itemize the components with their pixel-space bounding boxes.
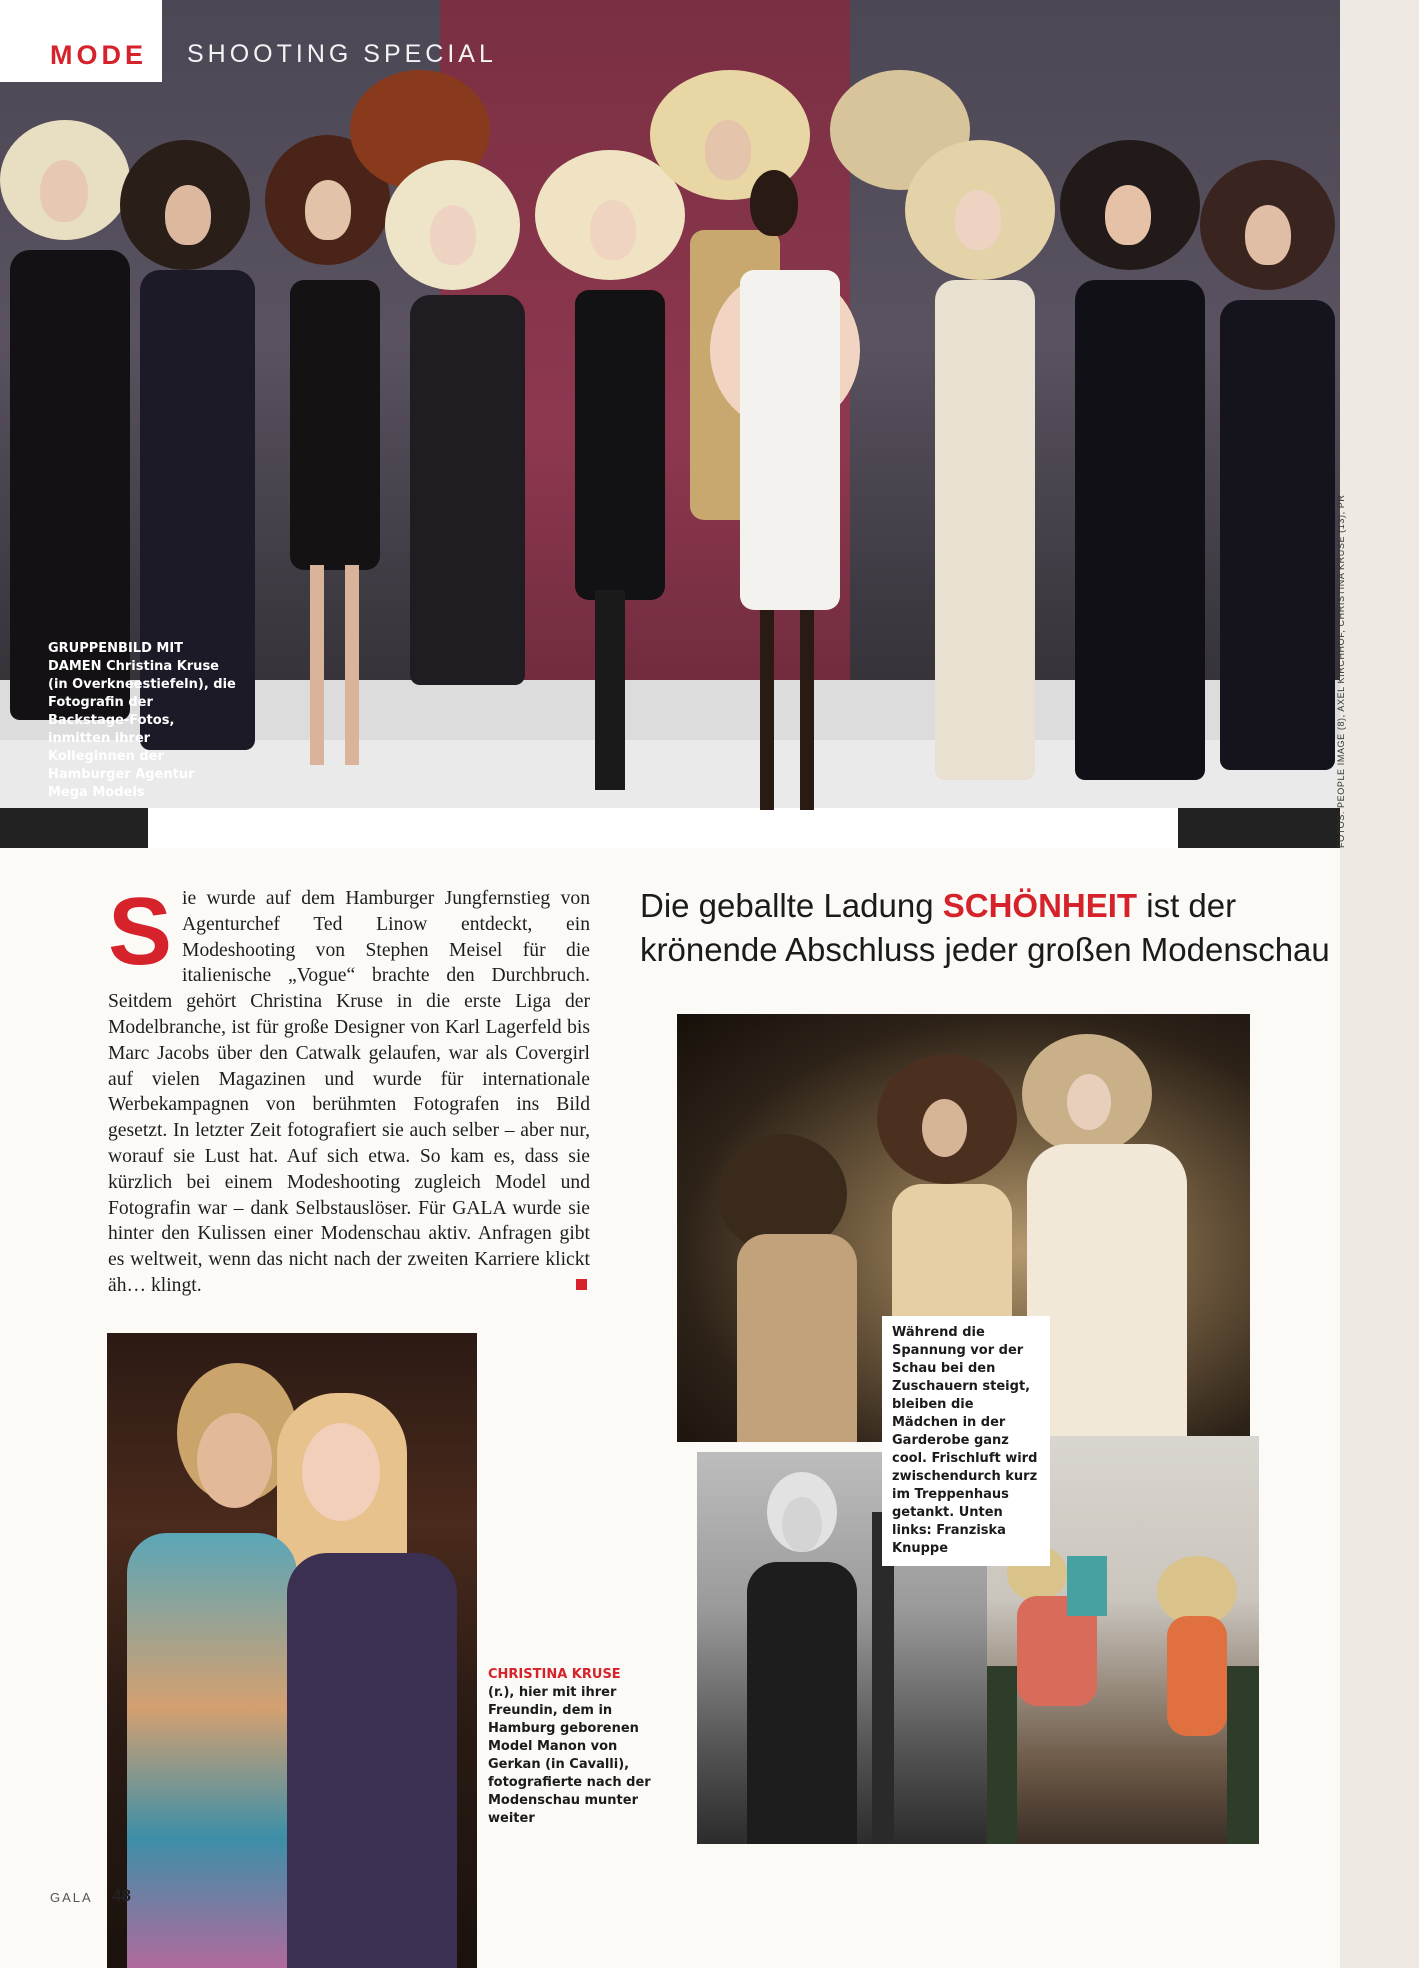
headline-part-2: ist der krönende Abschluss jeder großen Modenschau — [640, 887, 1330, 968]
couple-caption-name: CHRISTINA KRUSE — [488, 1667, 621, 1682]
article-body — [108, 878, 590, 1299]
headline-part-1: Die geballte Ladung — [640, 887, 943, 924]
hero-photo-group-models — [0, 0, 1340, 848]
page-number: 48 — [112, 1886, 131, 1905]
couple-caption-text: (r.), hier mit ihrer Freundin, dem in Hamburg geborenen Model Manon von Gerkan (in Cavalli), fotografierte nach der Modenschau munter weiter — [488, 1685, 651, 1826]
backstage-caption: Während die Spannung vor der Schau bei den Zuschauern steigt, bleiben die Mädchen in der Garderobe ganz cool. Frischluft wird zwischendurch kurz im Treppenhaus getankt. Unten links: Franziska Knuppe — [882, 1316, 1050, 1566]
section-label: MODE — [50, 40, 147, 70]
headline — [640, 884, 1340, 972]
page-gutter — [1340, 0, 1419, 1968]
christina-kruse-manon-photo — [107, 1333, 477, 1968]
subsection-label: SHOOTING SPECIAL — [187, 40, 497, 68]
article-end-mark — [576, 1279, 587, 1290]
drop-cap: S — [108, 878, 173, 985]
couple-caption — [488, 1666, 658, 1828]
magazine-name: GALA — [50, 1890, 93, 1905]
headline-highlight: SCHÖNHEIT — [942, 887, 1138, 924]
article-text: ie wurde auf dem Hamburger Jungfernstieg von Agenturchef Ted Linow entdeckt, ein Modeshooting von Stephen Meisel für die italienische „Vogue“ brachte den Durchbruch. Seitdem gehört Christina Kruse in die erste Liga der Modelbranche, ist für große Designer von Karl Lagerfeld bis Marc Jacobs über den Catwalk gelaufen, war als Covergirl auf vielen Magazinen und wurde für internationale Werbekampagnen von berühmten Fotografen ins Bild gesetzt. In letzter Zeit fotografiert sie auch selber – aber nur, worauf sie Lust hat. Auf sich etwa. So kam es, dass sie kürzlich bei einem Modeshooting zugleich Model und Fotografin war – dank Selbstauslöser. Für GALA wurde sie hinter den Kulissen einer Modenschau aktiv. Anfragen gibt es weltweit, wenn das nicht nach der zweiten Karriere klickt äh… klingt. — [108, 888, 590, 1296]
page-footer — [50, 1886, 131, 1905]
hero-caption: GRUPPENBILD MIT DAMEN Christina Kruse (in Overkneestiefeln), die Fotografin der Backstage-Fotos, inmitten ihrer Kolleginnen der Hamburger Agentur Mega Models — [48, 641, 236, 800]
photo-credit: FOTOS: PEOPLE IMAGE (8), AXEL KIRCHHOF, CHRISTINA KRUSE (13), PR — [1336, 494, 1346, 848]
